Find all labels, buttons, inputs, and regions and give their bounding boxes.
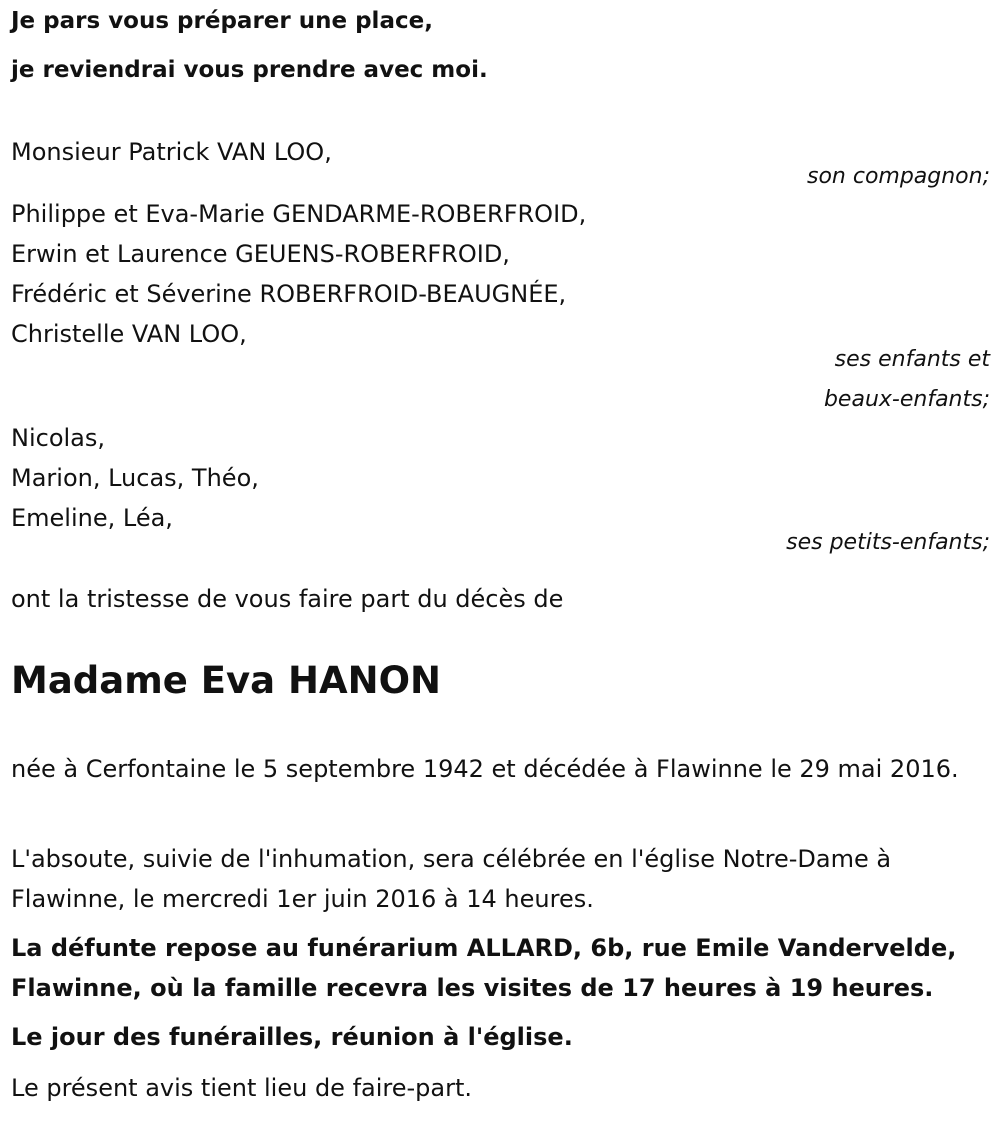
deceased-name: Madame Eva HANON xyxy=(11,659,441,702)
notice-paragraph: Le présent avis tient lieu de faire-part. xyxy=(11,1074,473,1102)
children-name-2: Erwin et Laurence GEUENS-ROBERFROID, xyxy=(11,240,510,268)
announcement-text: ont la tristesse de vous faire part du décès de xyxy=(11,585,564,613)
children-role-1: ses enfants et xyxy=(834,347,990,372)
grandchild-name-1: Nicolas, xyxy=(11,424,106,452)
birth-death-paragraph: née à Cerfontaine le 5 septembre 1942 et décédée à Flawinne le 29 mai 2016. xyxy=(11,755,959,783)
funerarium-paragraph: La défunte repose au funérarium ALLARD, 6b, rue Emile Vandervelde, Flawinne, où la famille recevra les visites de 17 heures à 19 heures. xyxy=(11,934,957,1002)
grandchildren-role: ses petits-enfants; xyxy=(786,530,990,555)
companion-name: Monsieur Patrick VAN LOO, xyxy=(11,138,332,166)
children-name-3: Frédéric et Séverine ROBERFROID-BEAUGNÉE, xyxy=(11,280,567,308)
meeting-paragraph: Le jour des funérailles, réunion à l'église. xyxy=(11,1023,573,1051)
grandchild-name-3: Emeline, Léa, xyxy=(11,504,173,532)
quote-line-2: je reviendrai vous prendre avec moi. xyxy=(11,57,488,83)
companion-role: son compagnon; xyxy=(806,164,990,189)
children-name-1: Philippe et Eva-Marie GENDARME-ROBERFROID, xyxy=(11,200,587,228)
children-name-4: Christelle VAN LOO, xyxy=(11,320,247,348)
quote-line-1: Je pars vous préparer une place, xyxy=(11,8,433,34)
children-role-2: beaux-enfants; xyxy=(823,387,990,412)
grandchild-name-2: Marion, Lucas, Théo, xyxy=(11,464,259,492)
ceremony-paragraph: L'absoute, suivie de l'inhumation, sera célébrée en l'église Notre-Dame à Flawinne, le mercredi 1er juin 2016 à 14 heures. xyxy=(11,845,892,913)
